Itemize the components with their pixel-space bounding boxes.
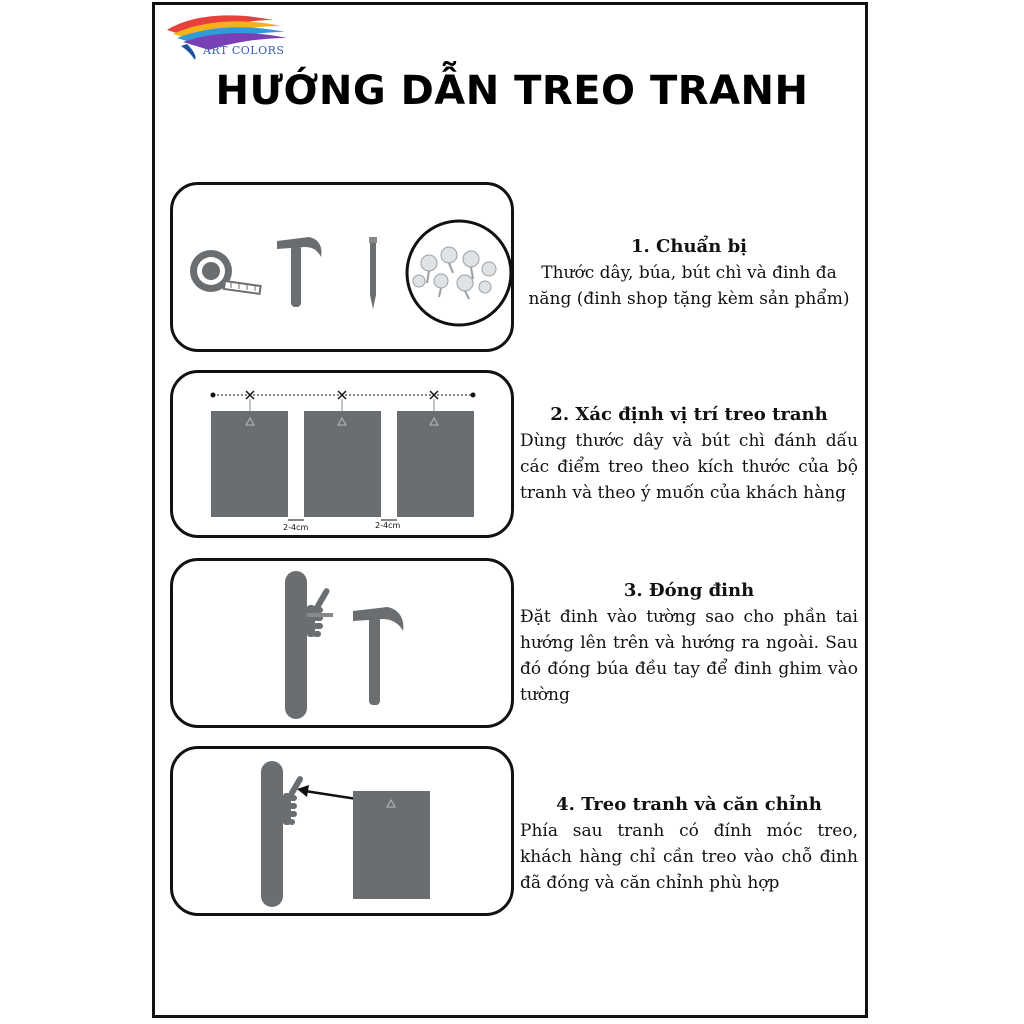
step-title: 4. Treo tranh và căn chỉnh — [556, 794, 822, 815]
step-title: 3. Đóng đinh — [623, 580, 755, 601]
gap-label: 2-4cm — [283, 523, 309, 532]
step-2-illustration — [170, 370, 514, 538]
step-3-illustration — [170, 558, 514, 728]
pencil-icon — [369, 237, 377, 309]
nails-icon — [407, 221, 511, 325]
step-description: Thước dây, búa, bút chì và đinh đa năng (đinh shop tặng kèm sản phẩm) — [528, 263, 850, 309]
hand-nail-icon — [283, 775, 304, 825]
canvas-panel-icon — [304, 411, 381, 517]
wall-icon — [261, 761, 283, 907]
hammer-icon — [353, 607, 403, 705]
gap-label: 2-4cm — [375, 521, 401, 530]
step-description: Phía sau tranh có đính móc treo, khách hàng chỉ cần treo vào chỗ đinh đã đóng và căn chỉnh phù hợp — [520, 821, 858, 893]
step-title: 2. Xác định vị trí treo tranh — [550, 404, 828, 425]
step-title: 1. Chuẩn bị — [631, 236, 747, 257]
step-1-text — [520, 236, 858, 312]
step-3-text — [520, 580, 858, 708]
hand-nail-icon — [307, 587, 333, 637]
tape-measure-icon — [190, 250, 261, 294]
hammer-icon — [277, 237, 322, 307]
step-description: Dùng thước dây và bút chì đánh dấu các điểm treo theo kích thước của bộ tranh và theo ý muốn của khách hàng — [520, 431, 858, 503]
step-4-illustration — [170, 746, 514, 916]
wall-icon — [285, 571, 307, 719]
canvas-panel-icon — [211, 411, 288, 517]
canvas-panel-icon — [397, 411, 474, 517]
brand-name: ART COLORS — [203, 44, 285, 57]
step-description: Đặt đinh vào tường sao cho phần tai hướng lên trên và hướng ra ngoài. Sau đó đóng búa đều tay để đinh ghim vào tường — [520, 607, 858, 705]
step-1-illustration — [170, 182, 514, 352]
page-title: HƯỚNG DẪN TREO TRANH — [215, 68, 809, 114]
step-2-text — [520, 404, 858, 506]
step-4-text — [520, 794, 858, 896]
